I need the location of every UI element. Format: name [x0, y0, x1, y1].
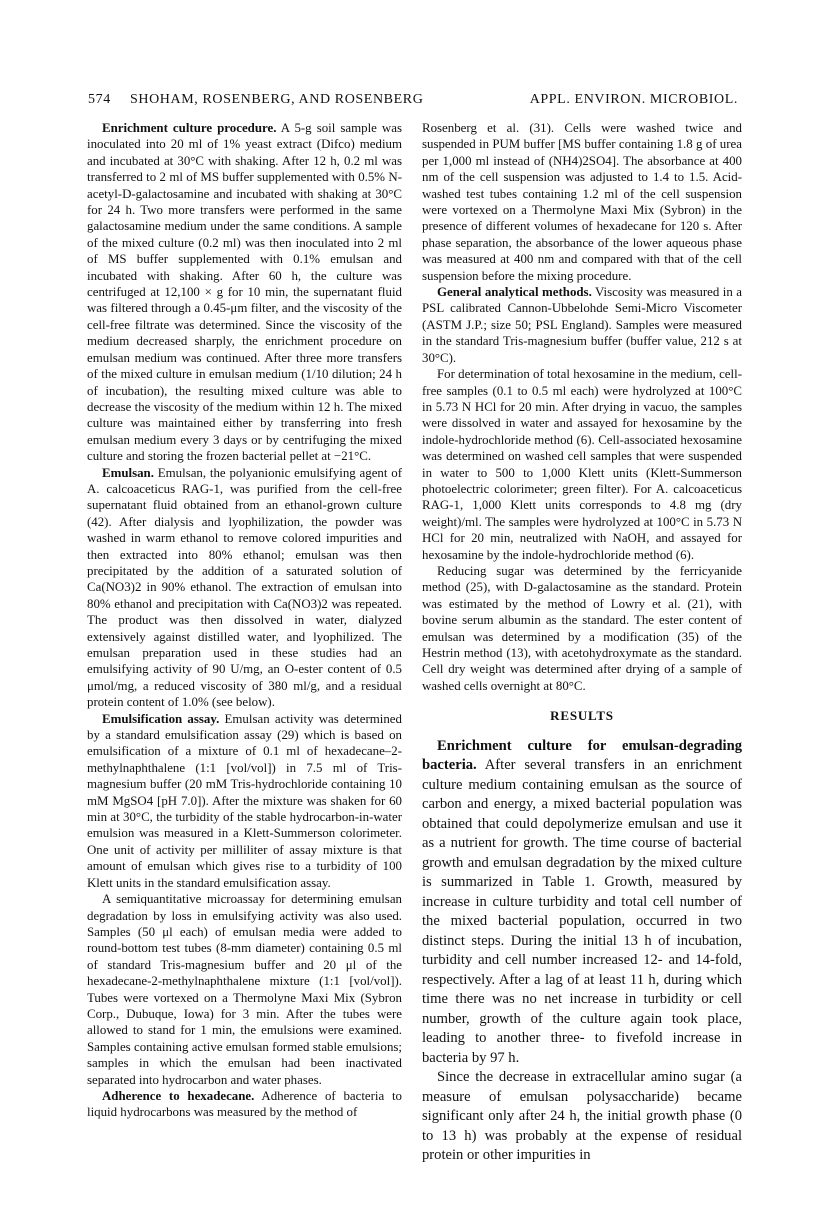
results-heading: RESULTS [550, 708, 614, 724]
paragraph-text: Emulsan activity was determined by a standard emulsification assay (29) which is based on emulsification of a mixture of 0.1 ml of hexadecane–2-methylnaphthalene (1:1 [vol/vol]) in 7.5 ml of Tris-magnesium buffer (20 mM Tris-hydrochloride containing 10 mM MgSO4 [pH 7.0]). After the mixture was shaken for 60 min at 30°C, the turbidity of the stable hydrocarbon-in-water emulsion was measured in a Klett-Summerson colorimeter. One unit of activity per milliliter of assay mixture is that amount of emulsan which gives rise to a turbidity of 100 Klett units in the standard emulsification assay. [87, 711, 402, 890]
right-column [422, 120, 742, 1166]
running-authors: SHOHAM, ROSENBERG, AND ROSENBERG [130, 92, 424, 107]
paragraph-enrichment-procedure [87, 120, 402, 465]
paragraph-adherence-continued: Rosenberg et al. (31). Cells were washed twice and suspended in PUM buffer [MS buffer containing 1.8 g of urea per 1,000 ml instead of (NH4)2SO4]. The absorbance at 400 nm of the cell suspension was adjusted to 1.4 to 1.5. Acid-washed test tubes containing 1.2 ml of the cell suspension were vortexed on a Thermolyne Maxi Mix (Sybron) in the presence of different volumes of hexadecane for 120 s. After phase separation, the absorbance of the lower aqueous phase was measured at 400 nm and compared with that of the cell suspension before the mixing procedure. [422, 121, 742, 283]
paragraph-emulsan [87, 465, 402, 711]
paragraph-amino-sugar: Since the decrease in extracellular amino sugar (a measure of emulsan polysaccharide) became significant only after 24 h, the initial growth phase (0 to 13 h) was probably at the expense of residual protein or other impurities in [422, 1069, 742, 1164]
paragraph-emulsification-assay [87, 711, 402, 891]
paragraph-analytical-methods [422, 284, 742, 366]
paragraph-text: After several transfers in an enrichment culture medium containing emulsan as the source of carbon and energy, a mixed bacterial population was obtained that could depolymerize emulsan and use it as a nutrient for growth. The time course of bacterial growth and emulsan degradation by the mixed culture is summarized in Table 1. Growth, measured by increase in culture turbidity and total cell number of the mixed bacterial population, occurred in two distinct steps. During the initial 13 h of incubation, turbidity and cell number increased 12- and 14-fold, respectively. After a lag of at least 11 h, during which time there was no net increase in turbidity or cell number, growth of the culture again took place, leading to another three- to fivefold increase in bacteria by 97 h. [422, 757, 742, 1066]
paragraph-text: Emulsan, the polyanionic emulsifying agent of A. calcoaceticus RAG-1, was purified from the cell-free supernatant fluid obtained from an ethanol-grown culture (42). After dialysis and lyophilization, the powder was washed in warm ethanol to remove colored impurities and then extracted into 80% ethanol; emulsan was then precipitated by the addition of a saturated solution of Ca(NO3)2 in 90% ethanol. The extraction of emulsan into 80% ethanol and precipitation with Ca(NO3)2 was repeated. The product was then dissolved in water, dialyzed extensively against distilled water, and lyophilized. The emulsan preparation used in these studies had an emulsifying activity of 90 U/mg, an O-ester content of 0.5 μmol/mg, a reduced viscosity of 380 ml/g, and a residual protein content of 1.0% (see below). [87, 465, 402, 710]
paragraph-adherence [87, 1088, 402, 1121]
paragraph-text: Adherence of bacteria to liquid hydrocarbons was measured by the method of [87, 1088, 403, 1120]
paragraph-hexosamine: For determination of total hexosamine in the medium, cell-free samples (0.1 to 0.5 ml each) were hydrolyzed at 100°C in 5.73 N HCl for 20 min. After drying in vacuo, the samples were dissolved in water and assayed for hexosamine by the indole-hydrochloride method (6). Cell-associated hexosamine was determined on washed cell samples that were suspended in water to 500 to 1,000 Klett units (Klett-Summerson photoelectric colorimeter; green filter). For A. calcoaceticus RAG-1, 1,000 Klett units corresponds to 4.8 mg (dry weight)/ml. The samples were hydrolyzed at 100°C in 5.73 N HCl for 20 min, neutralized with NaOH, and assayed for hexosamine by the indole-hydrochloride method (6). [422, 367, 742, 562]
section-heading: Enrichment culture procedure. [102, 121, 277, 135]
page-number: 574 [88, 92, 111, 107]
paragraph-enrichment-results [422, 737, 742, 1069]
section-heading: General analytical methods. [437, 285, 592, 300]
paragraph-microassay: A semiquantitative microassay for determining emulsan degradation by loss in emulsifying activity was also used. Samples (50 μl each) of emulsan media were added to round-bottom test tubes (8-mm diameter) containing 0.5 ml of standard Tris-magnesium buffer and 20 μl of the hexadecane-2-methylnaphthalene mixture (1:1 [vol/vol]). Tubes were vortexed on a Thermolyne Maxi Mix (Sybron Corp., Dubuque, Iowa) for 3 min. After the tubes were allowed to stand for 1 min, the emulsions were examined. Samples containing active emulsan formed stable emulsions; samples in which the emulsan had been inactivated separated into hydrocarbon and water phases. [87, 892, 402, 1087]
section-heading: Enrichment culture for emulsan-degrading bacteria. [422, 737, 742, 774]
paragraph-text: Viscosity was measured in a PSL calibrated Cannon-Ubbelohde Semi-Micro Viscometer (ASTM J.P.; size 50; PSL England). Samples were measured in the standard Tris-magnesium buffer (buffer value, 212 s at 30°C). [422, 285, 742, 365]
journal-name: APPL. ENVIRON. MICROBIOL. [529, 92, 738, 107]
section-heading: Adherence to hexadecane. [102, 1088, 255, 1103]
left-column [87, 120, 402, 1121]
paragraph-reducing-sugar: Reducing sugar was determined by the ferricyanide method (25), with D-galactosamine as the standard. Protein was estimated by the method of Lowry et al. (21), with bovine serum albumin as the standard. The ester content of emulsan was determined by a modification (35) of the Hestrin method (13), with acetohydroxymate as the standard. Cell dry weight was determined after drying of a sample of washed cells overnight at 80°C. [422, 563, 742, 693]
section-heading: Emulsan. [102, 465, 154, 480]
paragraph-text: A 5-g soil sample was inoculated into 20 ml of 1% yeast extract (Difco) medium and incubated at 30°C with shaking. After 12 h, 0.2 ml was transferred to 2 ml of MS buffer supplemented with 0.5% N-acetyl-D-galactosamine and incubated with shaking at 30°C for 24 h. Two more transfers were performed in the same galactosamine medium under the same conditions. A sample of the mixed culture (0.2 ml) was then inoculated into 2 ml of MS buffer supplemented with 0.1% emulsan and incubated with shaking. After 60 h, the culture was centrifuged at 12,100 × g for 10 min, the supernatant fluid was filtered through a 0.45-μm filter, and the viscosity of the cell-free filtrate was determined. Since the viscosity of the medium decreased sharply, the enrichment procedure on emulsan medium was continued. After three more transfers of the mixed culture in emulsan medium (1/10 dilution; 24 h of incubation), the resulting mixed culture was able to decrease the viscosity of the medium within 12 h. The mixed culture was maintained either by transferring into fresh emulsan medium every 3 days or by centrifuging the mixed culture and storing the frozen bacterial pellet at −21°C. [87, 121, 402, 464]
section-heading: Emulsification assay. [102, 711, 220, 726]
